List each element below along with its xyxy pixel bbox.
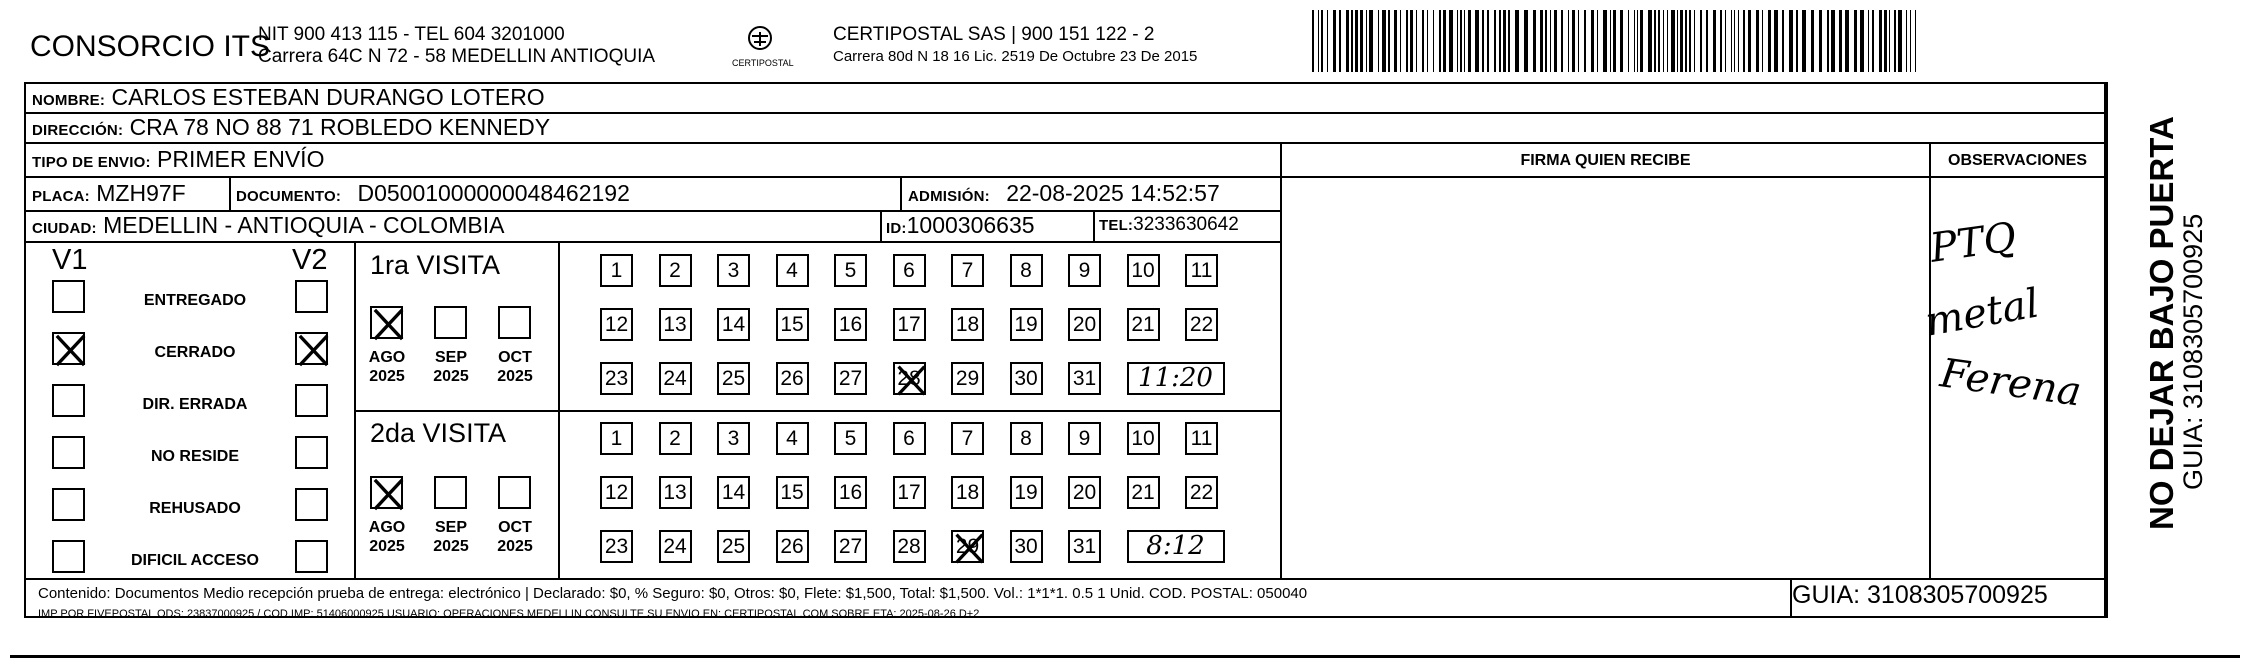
nombre-label: NOMBRE:: [32, 92, 106, 109]
divider: [1929, 142, 1931, 578]
month-checkbox: [434, 306, 467, 339]
day-box: [1185, 422, 1218, 455]
bottom-edge: [10, 655, 2240, 658]
nombre-value: CARLOS ESTEBAN DURANGO LOTERO: [111, 84, 545, 110]
observation-line: metal: [1921, 280, 2043, 346]
ciudad-label: CIUDAD:: [32, 220, 97, 237]
day-number: 1: [610, 427, 623, 450]
day-box: [1127, 476, 1160, 509]
day-number: 15: [780, 481, 804, 504]
month-name: AGO: [368, 519, 406, 536]
day-number: 20: [1072, 481, 1097, 504]
status-label: DIR. ERRADA: [142, 396, 248, 413]
day-box: [1010, 422, 1043, 455]
carrier-address: Carrera 80d N 18 16 Lic. 2519 De Octubre 23 De 2015: [833, 48, 1198, 65]
day-number: 7: [961, 427, 974, 450]
month-name: OCT: [498, 349, 532, 366]
day-box: [951, 476, 984, 509]
day-number: 30: [1014, 367, 1038, 390]
day-box: [1127, 254, 1160, 287]
day-number: 14: [721, 313, 746, 336]
day-number: 11: [1190, 427, 1213, 450]
v2-checkbox: [295, 332, 328, 365]
divider: [229, 176, 231, 210]
day-number: 16: [838, 481, 863, 504]
day-box: [600, 308, 633, 341]
day-box: [659, 254, 692, 287]
day-box: [834, 476, 867, 509]
address-line: Carrera 64C N 72 - 58 MEDELLIN ANTIOQUIA: [258, 46, 656, 67]
day-box: [1127, 422, 1160, 455]
day-box: [834, 362, 867, 395]
day-box: [834, 254, 867, 287]
day-number: 29: [955, 367, 980, 390]
observation-line: Ferena: [1937, 350, 2085, 416]
documento-row: [236, 180, 630, 207]
month-checkbox: [434, 476, 467, 509]
day-box: [776, 422, 809, 455]
tipo-envio-label: TIPO DE ENVIO:: [32, 154, 151, 171]
carrier-line: CERTIPOSTAL SAS | 900 151 122 - 2: [833, 24, 1155, 45]
check-mark-icon: [893, 362, 930, 399]
month-checkbox: [498, 306, 531, 339]
check-mark-icon: [369, 305, 408, 344]
id-value: 1000306635: [906, 212, 1035, 238]
day-box: [717, 308, 750, 341]
day-number: 19: [1014, 313, 1038, 336]
second-visit-title: 2da VISITA: [370, 418, 507, 448]
day-number: 1: [610, 259, 623, 282]
divider: [24, 142, 2108, 144]
day-number: 25: [721, 535, 746, 558]
divider: [1093, 210, 1095, 241]
day-box: [893, 476, 926, 509]
day-number: 23: [604, 367, 629, 390]
documento-label: DOCUMENTO:: [236, 188, 342, 205]
day-box: [717, 530, 750, 563]
day-number: 13: [663, 313, 687, 336]
day-number: 8: [1020, 259, 1032, 282]
guia-number: GUIA: 3108305700925: [1792, 581, 2048, 609]
day-box: [1185, 254, 1218, 287]
month-year: 2025: [497, 368, 533, 385]
day-number: 19: [1014, 481, 1038, 504]
day-number: 15: [780, 313, 804, 336]
month-year: 2025: [433, 538, 469, 555]
status-label: CERRADO: [154, 344, 236, 361]
day-box: [1068, 422, 1101, 455]
day-number: 20: [1072, 313, 1097, 336]
day-box: [1068, 530, 1101, 563]
v2-checkbox: [295, 540, 328, 573]
id-label: ID:: [886, 220, 907, 237]
day-number: 12: [604, 313, 629, 336]
footer-contents: Contenido: Documentos Medio recepción prueba de entrega: electrónico | Declarado: $0, % Seguro: $0, Otros: $0, Flete: $1,500, Total: $1,500. Vol.: 1*1*1. 0.5 1 Unid. COD. POSTAL: 050040: [38, 585, 1308, 602]
direccion-row: [32, 114, 550, 141]
documento-value: D05001000000048462192: [357, 180, 630, 206]
day-number: 24: [663, 535, 687, 558]
month-checkbox: [498, 476, 531, 509]
placa-row: [32, 180, 186, 207]
day-box: [659, 476, 692, 509]
carrier-logo: [732, 24, 794, 78]
day-box: [776, 362, 809, 395]
month-name: SEP: [434, 519, 467, 536]
month-label: [362, 518, 412, 556]
day-box: [1010, 362, 1043, 395]
day-box: [776, 476, 809, 509]
month-checkbox: [370, 306, 403, 339]
day-box: [834, 308, 867, 341]
day-box: [1185, 476, 1218, 509]
day-number: 31: [1072, 367, 1097, 390]
nit-line: NIT 900 413 115 - TEL 604 3201000: [258, 24, 565, 45]
month-year: 2025: [369, 538, 405, 555]
admision-row: [908, 180, 1220, 207]
v2-header: V2: [292, 244, 328, 276]
day-number: 9: [1078, 427, 1091, 450]
day-number: 2: [669, 259, 681, 282]
tel-value: 3233630642: [1133, 214, 1239, 235]
day-box: [776, 254, 809, 287]
day-number: 29: [955, 535, 980, 558]
divider: [1280, 142, 1282, 578]
ciudad-row: [32, 212, 504, 239]
divider: [24, 241, 1280, 243]
placa-label: PLACA:: [32, 188, 90, 205]
check-mark-icon: [294, 331, 333, 370]
day-box: [893, 254, 926, 287]
day-number: 26: [780, 367, 804, 390]
day-box: [1010, 476, 1043, 509]
day-number: 24: [663, 367, 687, 390]
day-box: [834, 422, 867, 455]
day-number: 6: [903, 427, 915, 450]
day-number: 10: [1131, 259, 1155, 282]
check-mark-icon: [369, 475, 408, 514]
day-box: [1068, 476, 1101, 509]
day-number: 28: [897, 535, 921, 558]
day-number: 21: [1131, 313, 1155, 336]
v1-checkbox: [52, 384, 85, 417]
month-name: AGO: [368, 349, 406, 366]
status-label: REHUSADO: [149, 500, 241, 517]
status-label: NO RESIDE: [150, 448, 239, 465]
v2-checkbox: [295, 280, 328, 313]
day-box: [717, 362, 750, 395]
v2-checkbox: [295, 384, 328, 417]
observaciones-header: OBSERVACIONES: [1948, 152, 2087, 169]
day-box: [600, 254, 633, 287]
no-dejar-bajo-puerta: NO DEJAR BAJO PUERTA: [2143, 116, 2180, 530]
check-mark-icon: [51, 331, 90, 370]
day-number: 17: [897, 481, 921, 504]
day-number: 9: [1078, 259, 1091, 282]
day-box: [951, 422, 984, 455]
ciudad-value: MEDELLIN - ANTIOQUIA - COLOMBIA: [103, 212, 505, 238]
divider: [24, 176, 2108, 178]
side-guia-number: GUIA: 3108305700925: [2178, 213, 2208, 490]
day-box: [893, 362, 926, 395]
day-number: 27: [838, 535, 863, 558]
visit-time-box: 8:12: [1127, 530, 1225, 563]
month-label: [426, 518, 476, 556]
day-box: [659, 308, 692, 341]
month-label: [490, 348, 540, 386]
day-number: 10: [1131, 427, 1155, 450]
day-number: 7: [961, 259, 974, 282]
divider: [900, 176, 902, 210]
day-number: 22: [1189, 481, 1214, 504]
day-box: [776, 308, 809, 341]
day-box: [600, 362, 633, 395]
v1-checkbox: [52, 332, 85, 365]
day-number: 3: [727, 427, 740, 450]
tipo-envio-value: PRIMER ENVÍO: [157, 146, 325, 172]
admision-label: ADMISIÓN:: [908, 188, 990, 205]
day-number: 14: [721, 481, 746, 504]
logo-text: CERTIPOSTAL: [732, 58, 794, 68]
v1-checkbox: [52, 280, 85, 313]
day-number: 18: [955, 481, 980, 504]
divider: [354, 410, 1280, 412]
day-box: [1010, 308, 1043, 341]
placa-value: MZH97F: [96, 180, 186, 206]
day-box: [600, 422, 633, 455]
carrier-logo-icon: [740, 24, 780, 56]
day-number: 26: [780, 535, 804, 558]
company-contact: [258, 24, 655, 68]
month-label: [426, 348, 476, 386]
day-number: 31: [1072, 535, 1097, 558]
day-box: [951, 362, 984, 395]
carrier-info: [833, 24, 1197, 68]
status-label: DIFICIL ACCESO: [130, 552, 259, 569]
visit-time-box: 11:20: [1127, 362, 1225, 395]
observation-line: PTQ: [1927, 214, 2020, 272]
day-number: 5: [844, 427, 857, 450]
day-box: [717, 254, 750, 287]
first-visit-title: 1ra VISITA: [370, 250, 501, 280]
day-box: [1010, 254, 1043, 287]
day-box: [1068, 362, 1101, 395]
direccion-label: DIRECCIÓN:: [32, 122, 124, 139]
barcode: [1312, 10, 1918, 72]
divider: [880, 210, 882, 241]
day-box: [951, 254, 984, 287]
month-name: SEP: [434, 349, 467, 366]
day-box: [659, 422, 692, 455]
month-year: 2025: [433, 368, 469, 385]
divider: [354, 241, 356, 578]
month-name: OCT: [498, 519, 532, 536]
day-number: 16: [838, 313, 863, 336]
day-box: [600, 476, 633, 509]
day-box: [1010, 530, 1043, 563]
day-number: 18: [955, 313, 980, 336]
month-checkbox: [370, 476, 403, 509]
status-label: ENTREGADO: [143, 292, 247, 309]
day-box: [951, 308, 984, 341]
admision-value: 22-08-2025 14:52:57: [1006, 180, 1220, 206]
day-box: [1185, 308, 1218, 341]
day-number: 2: [669, 427, 681, 450]
day-box: [893, 530, 926, 563]
day-box: [1127, 308, 1160, 341]
day-box: [893, 308, 926, 341]
day-box: [834, 530, 867, 563]
day-box: [600, 530, 633, 563]
day-number: 4: [786, 427, 798, 450]
firma-header: FIRMA QUIEN RECIBE: [1520, 152, 1691, 169]
tel-row: [1099, 214, 1239, 236]
day-box: [893, 422, 926, 455]
v1-checkbox: [52, 540, 85, 573]
top-barcode-strip: [1270, 0, 1850, 6]
day-box: [776, 530, 809, 563]
v2-checkbox: [295, 436, 328, 469]
day-number: 8: [1020, 427, 1032, 450]
day-number: 12: [604, 481, 629, 504]
day-number: 28: [897, 367, 921, 390]
check-mark-icon: [951, 530, 988, 567]
v2-checkbox: [295, 488, 328, 521]
day-box: [951, 530, 984, 563]
month-label: [490, 518, 540, 556]
day-number: 25: [721, 367, 746, 390]
divider: [558, 241, 560, 578]
day-box: [717, 476, 750, 509]
month-year: 2025: [369, 368, 405, 385]
day-box: [717, 422, 750, 455]
day-number: 3: [727, 259, 740, 282]
divider: [2104, 82, 2106, 618]
id-row: [886, 212, 1035, 239]
month-label: [362, 348, 412, 386]
divider: [24, 578, 2108, 580]
day-number: 6: [903, 259, 915, 282]
footer-print-info: IMP POR FIVEPOSTAL ODS: 23837000925 / COD.IMP: 51406000925 USUARIO: OPERACIONES MEDELLIN CONSULTE SU ENVIO EN: CERTIPOSTAL.COM SOBRE ETA: 2025-08-26 D+2: [38, 608, 980, 620]
day-box: [659, 530, 692, 563]
day-number: 23: [604, 535, 629, 558]
day-number: 17: [897, 313, 921, 336]
tel-label: TEL:: [1099, 217, 1134, 234]
v1-checkbox: [52, 436, 85, 469]
day-number: 5: [844, 259, 857, 282]
day-box: [659, 362, 692, 395]
day-number: 27: [838, 367, 863, 390]
v1-header: V1: [52, 244, 88, 276]
direccion-value: CRA 78 NO 88 71 ROBLEDO KENNEDY: [129, 114, 551, 140]
month-year: 2025: [497, 538, 533, 555]
tipo-envio-row: [32, 146, 324, 173]
nombre-row: [32, 84, 545, 111]
v1-checkbox: [52, 488, 85, 521]
company-name: CONSORCIO ITS: [30, 30, 271, 63]
day-box: [1068, 254, 1101, 287]
day-box: [1068, 308, 1101, 341]
day-number: 22: [1189, 313, 1214, 336]
day-number: 13: [663, 481, 687, 504]
day-number: 4: [786, 259, 798, 282]
day-number: 21: [1131, 481, 1155, 504]
day-number: 11: [1190, 259, 1213, 282]
day-number: 30: [1014, 535, 1038, 558]
